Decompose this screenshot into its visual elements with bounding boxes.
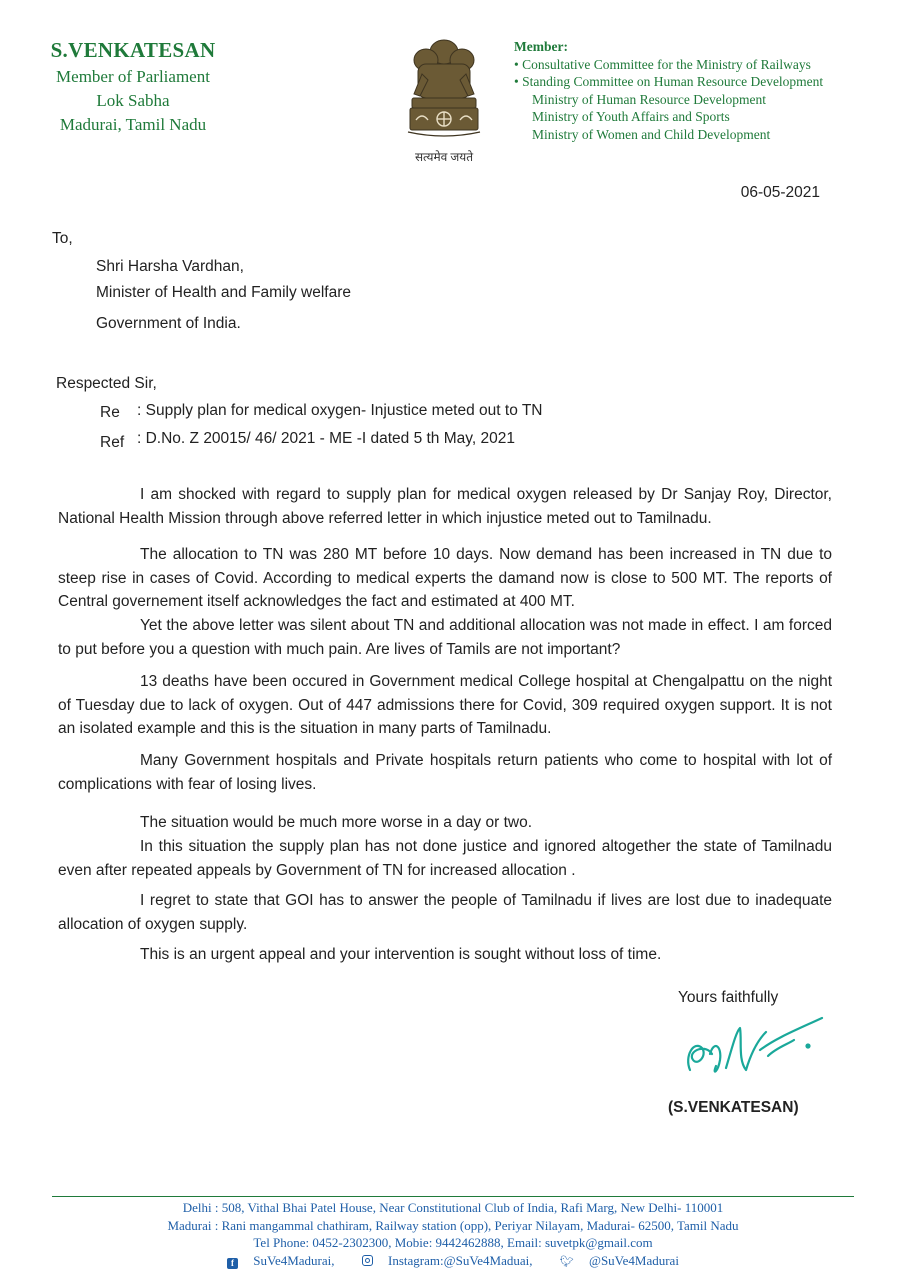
recipient-name: Shri Harsha Vardhan,: [96, 258, 244, 275]
subject-text: : Supply plan for medical oxygen- Injustice meted out to TN: [137, 402, 543, 419]
social-links: [52, 1252, 854, 1272]
signature: [676, 1010, 836, 1090]
reference-text: : D.No. Z 20015/ 46/ 2021 - ME -I dated 5 th May, 2021: [137, 430, 515, 447]
body-paragraph: In this situation the supply plan has not done justice and ignored altogether the state of Tamilnadu even after repeated appeals by Government of TN for increased allocation .: [58, 838, 832, 879]
body-paragraph: This is an urgent appeal and your intervention is sought without loss of time.: [140, 946, 662, 963]
letter-date: 06-05-2021: [740, 184, 820, 201]
sender-constituency: Madurai, Tamil Nadu: [59, 115, 207, 134]
ministry-item: Ministry of Human Resource Development: [532, 91, 766, 107]
body-paragraph: The allocation to TN was 280 MT before 10 days. Now demand has been increased in TN due to steep rise in cases of Covid. According to medical experts the damand now is close to 500 MT. The reports of Central governement itself acknowledges the fact and estimated at 400 MT.: [58, 546, 832, 610]
recipient-title: Minister of Health and Family welfare: [96, 284, 351, 301]
body-paragraph: The situation would be much more worse in a day or two.: [140, 814, 532, 831]
re-label: Re: [100, 404, 120, 421]
delhi-address: Delhi : 508, Vithal Bhai Patel House, Near Constitutional Club of India, Rafi Marg, New Delhi- 110001: [182, 1200, 724, 1215]
sender-house: Lok Sabha: [96, 91, 170, 110]
letterhead-right: [514, 38, 899, 143]
instagram-icon: [362, 1255, 373, 1266]
signatory-name: (S.VENKATESAN): [668, 1099, 799, 1116]
body-paragraph: Yet the above letter was silent about TN and additional allocation was not made in effect. I am forced to put before you a question with much pain. Are lives of Tamils are not important?: [58, 617, 832, 658]
committee-item: • Standing Committee on Human Resource Development: [514, 73, 899, 91]
lion-capital-icon: [404, 34, 484, 146]
contact-details: Tel Phone: 0452-2302300, Mobie: 9442462888, Email: suvetpk@gmail.com: [253, 1235, 653, 1250]
recipient-org: Government of India.: [96, 315, 241, 332]
footer: [52, 1199, 854, 1271]
salutation: Respected Sir,: [56, 375, 157, 392]
facebook-link[interactable]: f SuVe4Madurai,: [221, 1253, 341, 1268]
footer-divider: [52, 1196, 854, 1197]
ministry-item: Ministry of Youth Affairs and Sports: [532, 109, 730, 124]
twitter-icon: 🐦︎: [559, 1255, 574, 1268]
emblem-motto: सत्यमेव जयते: [414, 150, 474, 164]
body-paragraph: Many Government hospitals and Private hospitals return patients who come to hospital with lot of complications with fear of losing lives.: [58, 752, 832, 793]
body-paragraph: I regret to state that GOI has to answer the people of Tamilnadu if lives are lost due to inadequate allocation of oxygen supply.: [58, 892, 832, 933]
committee-item: • Consultative Committee for the Ministry of Railways: [514, 56, 899, 74]
closing: Yours faithfully: [678, 989, 779, 1006]
sender-designation: Member of Parliament: [56, 67, 210, 86]
national-emblem: [398, 34, 490, 164]
letterhead-left: [28, 38, 238, 137]
to-label: To,: [52, 230, 73, 247]
ref-label: Ref: [100, 434, 125, 451]
member-title: Member:: [514, 39, 568, 54]
facebook-icon: f: [227, 1258, 238, 1269]
body-paragraph: I am shocked with regard to supply plan for medical oxygen released by Dr Sanjay Roy, Director, National Health Mission through above referred letter in which injustice meted out to Tamilnadu.: [58, 486, 832, 527]
twitter-link[interactable]: 🐦︎ @SuVe4Madurai: [554, 1253, 685, 1268]
instagram-link[interactable]: Instagram:@SuVe4Maduai,: [356, 1253, 539, 1268]
sender-name: S.VENKATESAN: [50, 38, 216, 62]
madurai-address: Madurai : Rani mangammal chathiram, Railway station (opp), Periyar Nilayam, Madurai- 62500, Tamil Nadu: [167, 1217, 739, 1233]
body-paragraph: 13 deaths have been occured in Government medical College hospital at Chengalpattu on the night of Tuesday due to lack of oxygen. Out of 447 admissions there for Covid, 309 required oxygen support. It is not an isolated example and this is the situation in many parts of Tamilnadu.: [58, 673, 832, 737]
ministry-item: Ministry of Women and Child Development: [532, 126, 771, 142]
